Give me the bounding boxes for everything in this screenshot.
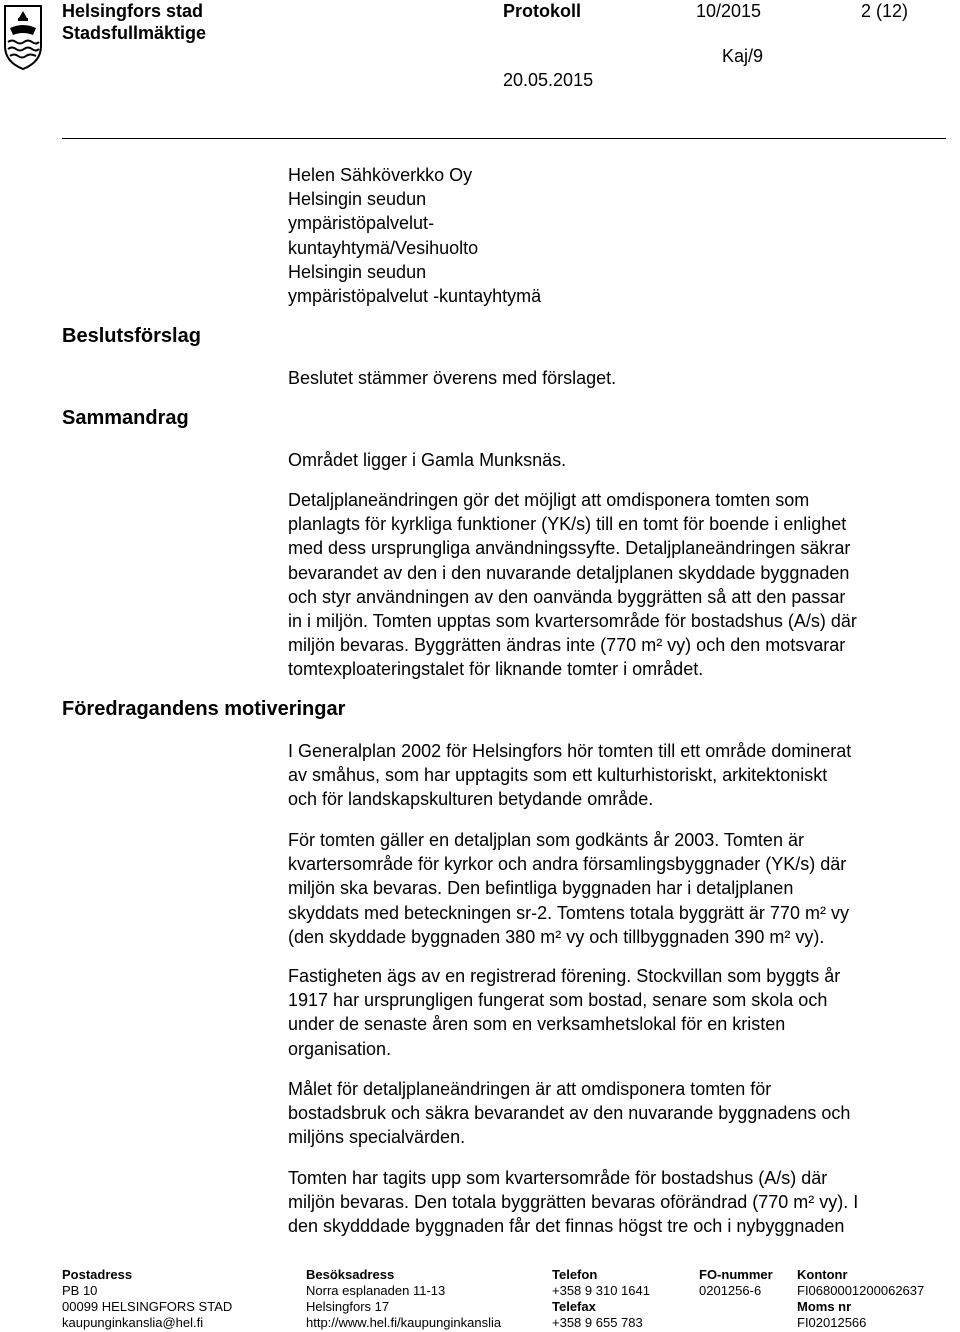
summary-paragraph [288, 488, 948, 682]
doc-type: Protokoll [503, 1, 582, 21]
party-line: ympäristöpalvelut- [288, 213, 435, 234]
summary-line: med dess ursprungliga användningssyfte. Detaljplaneändringen säkrar [288, 538, 851, 559]
party-line: Helsingin seudun [288, 189, 427, 210]
motivation-paragraph-4 [288, 1077, 948, 1150]
motivation-line: kvartersområde för kyrkor och andra församlingsbyggnader (YK/s) där [288, 854, 847, 875]
motivation-line: miljön ska bevaras. Den befintliga byggnaden har i detaljplanen [288, 878, 794, 899]
area-text: Området ligger i Gamla Munksnäs. [288, 450, 567, 470]
footer-value: PB 10 [62, 1283, 98, 1298]
footer-label: Besöksadress [306, 1267, 395, 1282]
motivation-line: (den skyddade byggnaden 380 m² vy och tillbyggnaden 390 m² vy). [288, 926, 825, 947]
meeting-date: 20.05.2015 [503, 70, 594, 90]
footer-value: 00099 HELSINGFORS STAD [62, 1299, 233, 1314]
motivation-line: och för landskapskulturen betydande område. [288, 789, 654, 810]
footer-label: Telefon [552, 1267, 598, 1282]
motivation-line: miljöns specialvärden. [288, 1127, 466, 1148]
footer-phone [552, 1267, 650, 1331]
motivation-line: Tomten har tagits upp som kvartersområde för bostadshus (A/s) där [288, 1168, 828, 1188]
footer-value: Norra esplanaden 11-13 [306, 1283, 446, 1298]
motivation-paragraph-3 [288, 964, 948, 1061]
footer-label: FO-nummer [699, 1267, 773, 1282]
footer-url: http://www.hel.fi/kaupunginkanslia [306, 1315, 502, 1330]
summary-line: planlagts för kyrkliga funktioner (YK/s) till en tomt för boende i enlighet [288, 514, 847, 535]
helsinki-coat-of-arms-logo [2, 2, 44, 72]
party-line: ympäristöpalvelut -kuntayhtymä [288, 286, 542, 307]
footer-label: Postadress [62, 1267, 133, 1282]
motivation-line: bostadsbruk och säkra bevarandet av den nuvarande byggnadens och [288, 1103, 851, 1124]
motivation-line: miljön bevaras. Den totala byggrätten bevaras oförändrad (770 m² vy). I [288, 1192, 859, 1213]
motivation-line: av småhus, som har upptagits som ett kulturhistoriskt, arkitektoniskt [288, 765, 828, 786]
footer-value: +358 9 310 1641 [552, 1283, 650, 1298]
summary-line: miljön bevaras. Byggrätten ändras inte (770 m² vy) och den motsvarar [288, 635, 846, 656]
party-line: Helen Sähköverkko Oy [288, 165, 473, 185]
footer-besoksadress [306, 1267, 501, 1331]
party-line: kuntayhtymä/Vesihuolto [288, 237, 479, 258]
motivation-line: under de senaste åren som en verksamhetslokal för en kristen [288, 1014, 786, 1035]
motivation-line: skyddats med beteckningen sr-2. Tomtens totala byggrätt är 770 m² vy [288, 902, 849, 923]
footer-value: +358 9 655 783 [552, 1315, 643, 1330]
motivation-line: För tomten gäller en detaljplan som godkänts år 2003. Tomten är [288, 830, 804, 850]
summary-line: bevarandet av den i den nuvarande detaljplanen skyddade byggnaden [288, 562, 850, 583]
motivation-paragraph-5 [288, 1166, 948, 1239]
heading-beslutsforslag: Beslutsförslag [62, 325, 201, 347]
footer-value: Helsingfors 17 [306, 1299, 390, 1314]
footer-value: FI02012566 [797, 1315, 867, 1330]
decision-text: Beslutet stämmer överens med förslaget. [288, 368, 617, 388]
footer-label: Kontonr [797, 1267, 848, 1282]
motivation-line: den skydddade byggnaden får det finnas högst tre och i nybyggnaden [288, 1216, 845, 1237]
footer-value: 0201256-6 [699, 1283, 762, 1298]
party-line: Helsingin seudun [288, 261, 427, 282]
org-name: Helsingfors stad [62, 1, 204, 21]
heading-motiveringar: Föredragandens motiveringar [62, 698, 346, 720]
body-name: Stadsfullmäktige [62, 23, 207, 43]
section-id: Kaj/9 [722, 46, 764, 66]
heading-sammandrag: Sammandrag [62, 407, 189, 429]
motivation-line: Målet för detaljplaneändringen är att omdisponera tomten för [288, 1079, 772, 1099]
protocol-number: 10/2015 [696, 1, 762, 21]
summary-line: tomtexploateringstalet för liknande tomter i området. [288, 659, 704, 680]
footer-postadress [62, 1267, 232, 1331]
summary-line: och styr användningen av den oanvända byggrätten så att den passar [288, 586, 846, 607]
motivation-line: organisation. [288, 1038, 392, 1059]
footer-account [797, 1267, 924, 1331]
footer-email: kaupunginkanslia@hel.fi [62, 1315, 204, 1330]
footer-value: FI0680001200062637 [797, 1283, 925, 1298]
summary-line: Detaljplaneändringen gör det möjligt att omdisponera tomten som [288, 490, 810, 510]
summary-line: in i miljön. Tomten upptas som kvartersområde för bostadshus (A/s) där [288, 611, 857, 632]
page-number: 2 (12) [861, 1, 909, 21]
motivation-paragraph-1 [288, 739, 948, 812]
motivation-paragraph-2 [288, 828, 948, 949]
parties-list [288, 163, 948, 308]
header-rule [62, 138, 946, 139]
motivation-line: Fastigheten ägs av en registrerad förening. Stockvillan som byggts år [288, 966, 841, 986]
footer-label: Telefax [552, 1299, 596, 1314]
footer-label: Moms nr [797, 1299, 852, 1314]
motivation-line: I Generalplan 2002 för Helsingfors hör tomten till ett område dominerat [288, 741, 852, 761]
motivation-line: 1917 har ursprungligen fungerat som bostad, senare som skola och [288, 990, 828, 1011]
footer-fo [699, 1267, 773, 1299]
